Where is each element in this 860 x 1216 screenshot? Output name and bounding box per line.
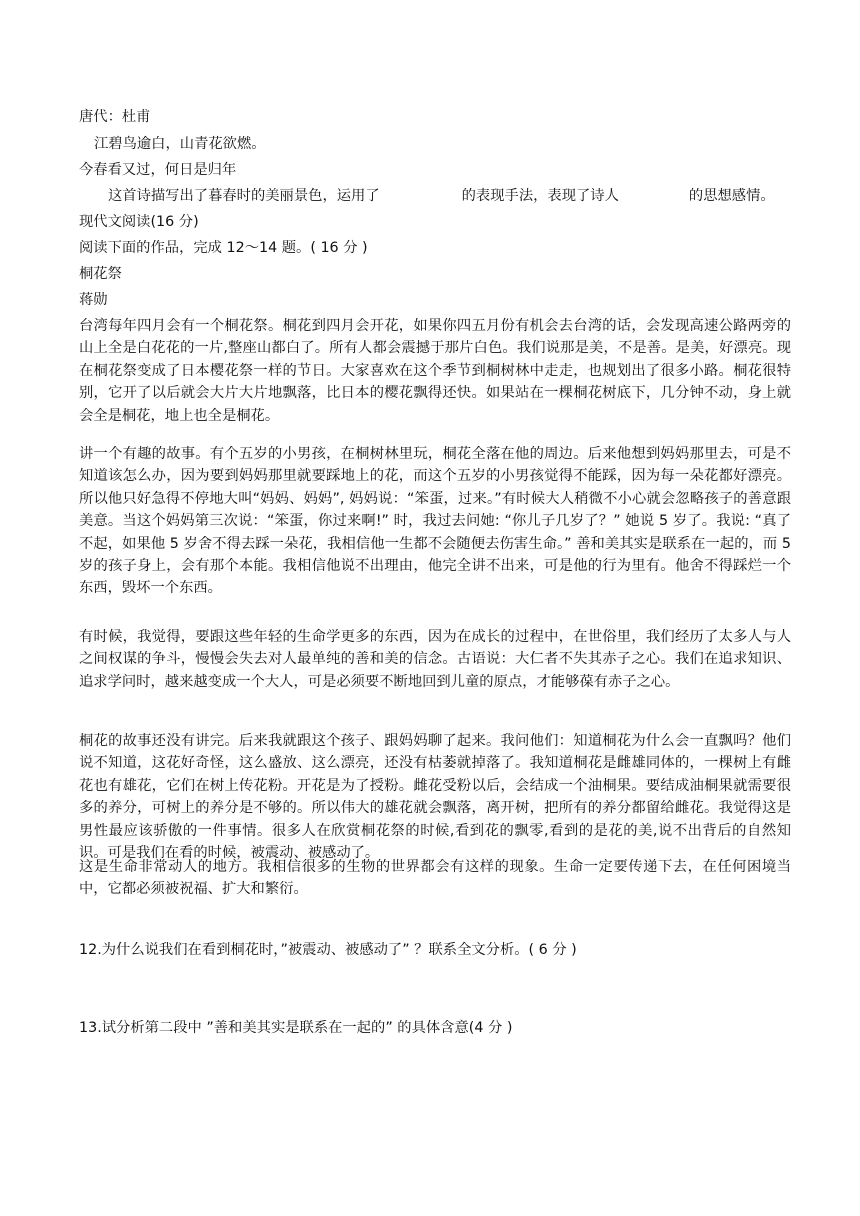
fill-in-question-part-3: 的思想感情。 [688, 188, 775, 204]
fill-in-question-part-1: 这首诗描写出了暮春时的美丽景色，运用了 [108, 188, 380, 204]
article-paragraph-1: 台湾每年四月会有一个桐花祭。桐花到四月会开花，如果你四五月份有机会去台湾的话，会发现高速公路两旁的山上全是白花花的一片,整座山都白了。所有人都会震撼于那片白色。我们说那是美，不是善。是美，好漂亮。现在桐花祭变成了日本樱花祭一样的节日。大家喜欢在这个季节到桐树林中走走，也规划出了很多小路。桐花很特别，它开了以后就会大片大片地飘落，比日本的樱花飘得还快。如果站在一棵桐花树底下，几分钟不动，身上就会全是桐花，地上也全是桐花。 [79, 318, 791, 424]
section-instruction: 阅读下面的作品，完成 12～14 题。( 16 分 ) [79, 240, 368, 256]
article-paragraph-3: 有时候，我觉得，要跟这些年轻的生命学更多的东西，因为在成长的过程中，在世俗里，我们经历了太多人与人之间权谋的争斗，慢慢会失去对人最单纯的善和美的信念。古语说：大仁者不失其赤子之心。我们在追求知识、追求学问时，越来越变成一个大人，可是必须要不断地回到儿童的原点，才能够葆有赤子之心。 [79, 629, 791, 690]
answer-blank-1[interactable] [380, 199, 462, 200]
poem-dynasty-author: 唐代：杜甫 [79, 109, 151, 125]
section-title: 现代文阅读(16 分) [79, 214, 199, 230]
article-paragraph-4: 桐花的故事还没有讲完。后来我就跟这个孩子、跟妈妈聊了起来。我问他们：知道桐花为什么会一直飘吗？他们说不知道，这花好奇怪，这么盛放、这么漂亮，还没有枯萎就掉落了。我知道桐花是雌雄同体的，一棵树上有雌花也有雄花，它们在树上传花粉。开花是为了授粉。雌花受粉以后，会结成一个油桐果。要结成油桐果就需要很多的养分，可树上的养分是不够的。所以伟大的雄花就会飘落，离开树，把所有的养分都留给雌花。我觉得这是男性最应该骄傲的一件事情。很多人在欣赏桐花祭的时候,看到花的飘零,看到的是花的美,说不出背后的自然知识。可是我们在看的时候，被震动、被感动了。 [79, 733, 791, 862]
poem-line-1: 江碧鸟逾白，山青花欲燃。 [94, 136, 266, 152]
fill-in-question [108, 186, 798, 206]
article-paragraph-2: 讲一个有趣的故事。有个五岁的小男孩，在桐树林里玩，桐花全落在他的周边。后来他想到妈妈那里去，可是不知道该怎么办，因为要到妈妈那里就要踩地上的花，而这个五岁的小男孩觉得不能踩，因为每一朵花都好漂亮。所以他只好急得不停地大叫“妈妈、妈妈”, 妈妈说：“笨蛋，过来。”有时候大人稍微不小心就会忽略孩子的善意跟美意。当这个妈妈第三次说：“笨蛋，你过来啊!” 时，我过去问她: “你儿子几岁了？” 她说 5 岁了。我说: “真了不起，如果他 5 岁舍不得去踩一朵花，我相信他一生都不会随便去伤害生命。” 善和美其实是联系在一起的，而 5 岁的孩子身上，会有那个本能。我相信他说不出理由，他完全讲不出来，可是他的行为里有。他舍不得踩烂一个东西，毁坏一个东西。 [79, 446, 791, 597]
answer-blank-2[interactable] [619, 199, 689, 200]
question-13: 13.试分析第二段中 ”善和美其实是联系在一起的” 的具体含意(4 分 ) [79, 1020, 513, 1036]
question-12: 12.为什么说我们在看到桐花时，”被震动、被感动了” ？联系全文分析。( 6 分 ) [79, 942, 577, 958]
poem-line-2: 今春看又过，何日是归年 [79, 162, 237, 178]
article-author: 蒋勋 [79, 292, 108, 308]
fill-in-question-part-2: 的表现手法，表现了诗人 [461, 188, 619, 204]
article-title: 桐花祭 [79, 266, 122, 282]
article-paragraph-5: 这是生命非常动人的地方。我相信很多的生物的世界都会有这样的现象。生命一定要传递下去，在任何困境当中，它都必须被祝福、扩大和繁衍。 [79, 859, 791, 898]
